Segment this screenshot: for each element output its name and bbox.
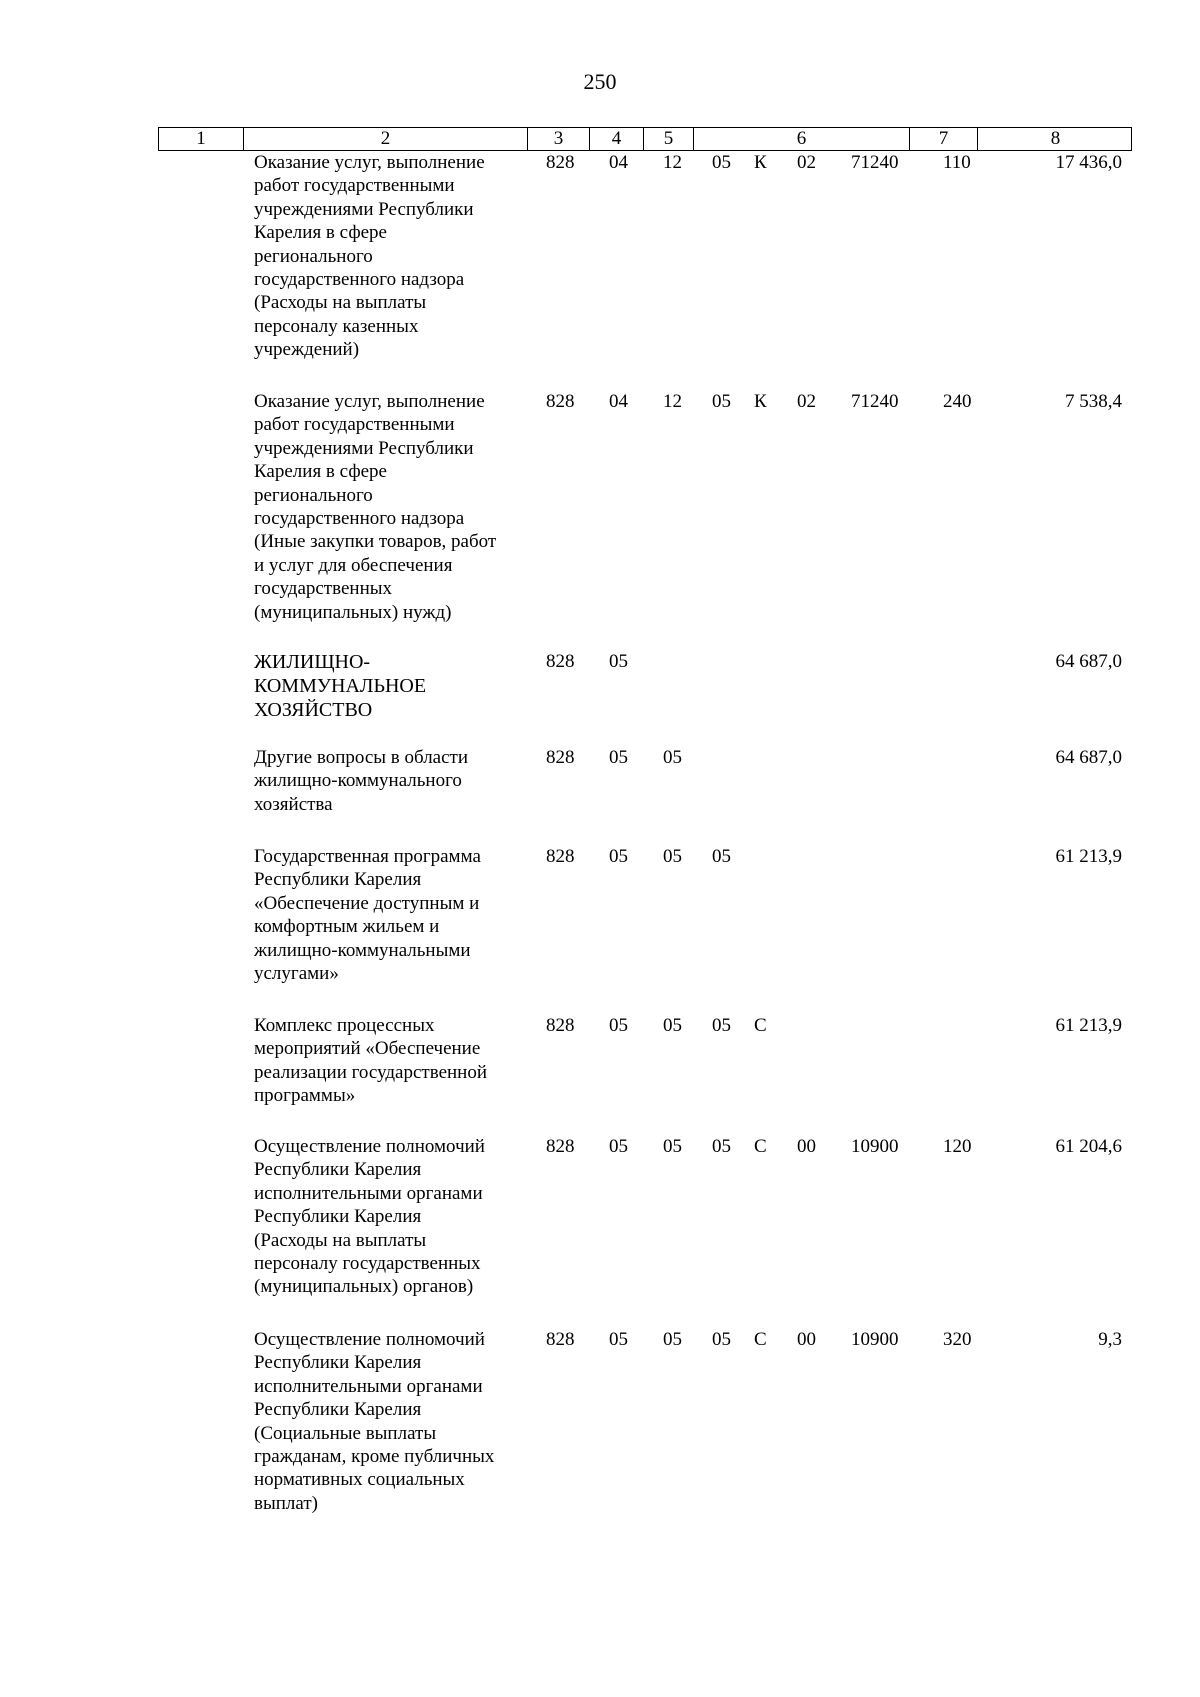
col-6-element: 02	[797, 391, 816, 412]
row-name-line: Республики Карелия	[254, 1352, 422, 1374]
col-6-element: 00	[797, 1136, 816, 1157]
row-name-line: реализации государственной	[254, 1061, 488, 1083]
col-5-subsection: 05	[663, 747, 682, 768]
col-3-ministry-code: 828	[546, 1015, 575, 1036]
header-col-6: 6	[693, 128, 909, 150]
row-name-line: комфортным жильем и	[254, 916, 440, 938]
row-name	[254, 746, 524, 816]
col-4-section: 05	[609, 1136, 628, 1157]
row-name-line: гражданам, кроме публичных	[254, 1446, 495, 1468]
row-name-line: выплат)	[254, 1492, 318, 1514]
row-name-line: (Социальные выплаты	[254, 1422, 437, 1444]
header-col-2: 2	[243, 128, 527, 150]
row-name-line: работ государственными	[254, 175, 455, 197]
col-4-section: 04	[609, 391, 628, 412]
row-name-line: Карелия в сфере	[254, 222, 387, 244]
col-3-ministry-code: 828	[546, 651, 575, 672]
header-col-8: 8	[977, 128, 1133, 150]
col-8-amount: 64 687,0	[1055, 651, 1122, 672]
row-name-line: государственных	[254, 578, 393, 600]
col-3-ministry-code: 828	[546, 391, 575, 412]
col-6-program: 05	[712, 152, 731, 173]
row-name-line: работ государственными	[254, 414, 455, 436]
col-6-direction: 71240	[851, 152, 899, 173]
row-name	[254, 845, 524, 985]
header-col-1: 1	[196, 128, 206, 149]
col-7-expense-type: 320	[943, 1329, 972, 1350]
row-name-line: Комплекс процессных	[254, 1015, 435, 1036]
row-name-line: учреждений)	[254, 339, 360, 361]
col-6-subprogram: С	[754, 1015, 767, 1036]
row-name-line: Осуществление полномочий	[254, 1136, 485, 1157]
col-6-subprogram: К	[754, 391, 767, 412]
col-8-amount: 61 213,9	[1055, 1015, 1122, 1036]
row-name-line: (Иные закупки товаров, работ	[254, 531, 497, 553]
row-name	[254, 1328, 524, 1515]
col-6-subprogram: С	[754, 1329, 767, 1350]
col-6-subprogram: С	[754, 1136, 767, 1157]
row-name-line: (Расходы на выплаты	[254, 1229, 427, 1251]
row-name	[254, 1135, 524, 1299]
row-name-line: и услуг для обеспечения	[254, 554, 453, 576]
row-name-line: регионального	[254, 245, 373, 267]
col-5-subsection: 05	[663, 846, 682, 867]
row-name	[254, 1014, 524, 1108]
row-name	[254, 390, 524, 624]
col-3-ministry-code: 828	[546, 1136, 575, 1157]
col-3-ministry-code: 828	[546, 1329, 575, 1350]
col-6-program: 05	[712, 1136, 731, 1157]
row-name-line: Другие вопросы в области	[254, 747, 469, 768]
col-6-subprogram: К	[754, 152, 767, 173]
header-col-4: 4	[589, 128, 643, 150]
col-7-expense-type: 110	[943, 152, 971, 173]
col-8-amount: 7 538,4	[1065, 391, 1122, 412]
row-name-line: регионального	[254, 484, 373, 506]
row-name-line: учреждениями Республики	[254, 437, 474, 459]
row-name-line: КОММУНАЛЬНОЕ	[254, 675, 427, 697]
col-6-element: 02	[797, 152, 816, 173]
row-name-line: Оказание услуг, выполнение	[254, 152, 485, 173]
row-name-line: государственного надзора	[254, 508, 465, 530]
col-5-subsection: 12	[663, 152, 682, 173]
col-5-subsection: 05	[663, 1329, 682, 1350]
row-name-line: персоналу казенных	[254, 315, 419, 337]
row-name	[254, 151, 524, 362]
row-name-line: нормативных социальных	[254, 1469, 465, 1491]
row-name-line: Республики Карелия	[254, 1399, 422, 1421]
col-6-program: 05	[712, 1015, 731, 1036]
row-name-line: жилищно-коммунальными	[254, 939, 471, 961]
row-name-line: ХОЗЯЙСТВО	[254, 699, 373, 721]
col-6-direction: 71240	[851, 391, 899, 412]
col-4-section: 04	[609, 152, 628, 173]
col-4-section: 05	[609, 1329, 628, 1350]
row-name-line: ЖИЛИЩНО-	[254, 651, 371, 673]
row-name-line: услугами»	[254, 963, 339, 985]
row-name-line: Республики Карелия	[254, 869, 422, 891]
col-6-program: 05	[712, 1329, 731, 1350]
col-6-element: 00	[797, 1329, 816, 1350]
row-name-line: (Расходы на выплаты	[254, 292, 427, 314]
row-name-line: персоналу государственных	[254, 1253, 481, 1275]
col-6-direction: 10900	[851, 1329, 899, 1350]
col-3-ministry-code: 828	[546, 747, 575, 768]
row-name-line: (муниципальных) органов)	[254, 1276, 474, 1298]
col-5-subsection: 12	[663, 391, 682, 412]
row-name-line: мероприятий «Обеспечение	[254, 1038, 481, 1060]
col-6-program: 05	[712, 846, 731, 867]
col-6-program: 05	[712, 391, 731, 412]
row-name-line: Карелия в сфере	[254, 461, 387, 483]
header-col-3: 3	[527, 128, 589, 150]
col-8-amount: 17 436,0	[1055, 152, 1122, 173]
col-6-direction: 10900	[851, 1136, 899, 1157]
row-name	[254, 650, 524, 722]
row-name-line: Республики Карелия	[254, 1206, 422, 1228]
col-4-section: 05	[609, 651, 628, 672]
row-name-line: Осуществление полномочий	[254, 1329, 485, 1350]
col-8-amount: 64 687,0	[1055, 747, 1122, 768]
row-name-line: Республики Карелия	[254, 1159, 422, 1181]
col-5-subsection: 05	[663, 1136, 682, 1157]
row-name-line: учреждениями Республики	[254, 198, 474, 220]
col-4-section: 05	[609, 747, 628, 768]
row-name-line: (муниципальных) нужд)	[254, 601, 452, 623]
row-name-line: хозяйства	[254, 793, 333, 815]
page-number: 250	[583, 69, 617, 94]
header-col-7: 7	[909, 128, 977, 150]
row-name-line: программы»	[254, 1085, 356, 1107]
row-name-line: Государственная программа	[254, 846, 481, 867]
row-name-line: жилищно-коммунального	[254, 770, 462, 792]
row-name-line: исполнительными органами	[254, 1182, 483, 1204]
table-header-row	[158, 127, 1132, 151]
header-col-5: 5	[643, 128, 693, 150]
col-4-section: 05	[609, 846, 628, 867]
col-8-amount: 61 204,6	[1055, 1136, 1122, 1157]
col-5-subsection: 05	[663, 1015, 682, 1036]
col-7-expense-type: 120	[943, 1136, 972, 1157]
col-3-ministry-code: 828	[546, 152, 575, 173]
col-4-section: 05	[609, 1015, 628, 1036]
row-name-line: государственного надзора	[254, 269, 465, 291]
row-name-line: исполнительными органами	[254, 1375, 483, 1397]
col-8-amount: 61 213,9	[1055, 846, 1122, 867]
row-name-line: Оказание услуг, выполнение	[254, 391, 485, 412]
col-7-expense-type: 240	[943, 391, 972, 412]
col-3-ministry-code: 828	[546, 846, 575, 867]
row-name-line: «Обеспечение доступным и	[254, 892, 480, 914]
col-8-amount: 9,3	[1098, 1329, 1122, 1350]
